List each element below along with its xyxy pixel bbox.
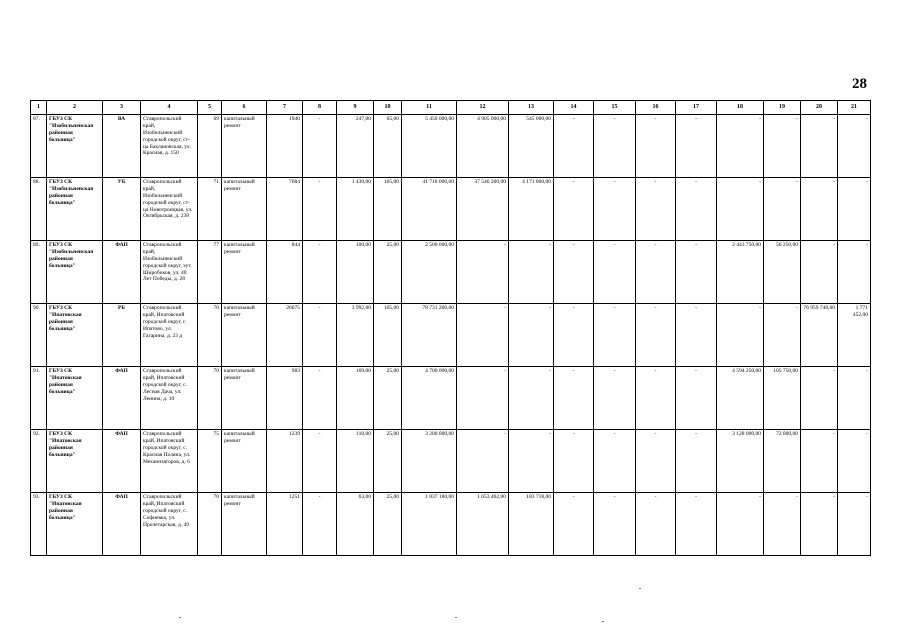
- column-number-cell: 11: [402, 101, 457, 115]
- table-cell: -: [554, 367, 594, 430]
- table-cell: -: [717, 304, 764, 367]
- table-cell: 93.: [31, 493, 47, 556]
- table-cell: -: [636, 178, 676, 241]
- table-cell: 105,00: [374, 304, 402, 367]
- data-table: [30, 100, 871, 556]
- table-cell: 25,00: [374, 367, 402, 430]
- column-number-row: [31, 101, 871, 115]
- table-cell: РБ: [103, 304, 141, 367]
- table-cell: капитальный ремонт: [222, 115, 267, 178]
- table-cell: -: [303, 493, 337, 556]
- table-cell: -: [764, 178, 801, 241]
- table-row: [31, 178, 871, 241]
- table-cell: Ставропольский край, Ипатовский городской округ, с. Софиевка, ул. Пролетарская, д. 49: [141, 493, 198, 556]
- table-cell: 983: [267, 367, 303, 430]
- column-number-cell: 5: [198, 101, 222, 115]
- table-cell: капитальный ремонт: [222, 493, 267, 556]
- table-cell: ГБУЗ СК "Изобильненская районная больница": [47, 178, 103, 241]
- table-cell: капитальный ремонт: [222, 178, 267, 241]
- table-row: [31, 430, 871, 493]
- column-number-cell: 13: [509, 101, 554, 115]
- table-cell: 1239: [267, 430, 303, 493]
- column-number-cell: 20: [801, 101, 838, 115]
- column-number-cell: 9: [337, 101, 374, 115]
- table-cell: 105,00: [374, 178, 402, 241]
- table-cell: 76 959 748,00: [801, 304, 838, 367]
- table-cell: -: [636, 304, 676, 367]
- table-cell: -: [801, 493, 838, 556]
- table-cell: -: [594, 115, 636, 178]
- column-number-cell: 3: [103, 101, 141, 115]
- table-cell: ГБУЗ СК "Изобильненская районная больница": [47, 115, 103, 178]
- table-cell: 89.: [31, 241, 47, 304]
- table-cell: 70: [198, 493, 222, 556]
- table-cell: 92.: [31, 430, 47, 493]
- table-row: [31, 241, 871, 304]
- table-cell: -: [636, 115, 676, 178]
- table-cell: -: [717, 493, 764, 556]
- table-cell: -: [594, 304, 636, 367]
- column-number-cell: 16: [636, 101, 676, 115]
- column-number-cell: 7: [267, 101, 303, 115]
- table-cell: 2 443 750,00: [717, 241, 764, 304]
- table-row: [31, 115, 871, 178]
- table-cell: 5 450 000,00: [402, 115, 457, 178]
- table-cell: 105 750,00: [764, 367, 801, 430]
- table-cell: -: [801, 430, 838, 493]
- table-cell: -: [554, 430, 594, 493]
- table-cell: Ставропольский край, Ипатовский городской округ, с. Лесная Дача, ул. Ленина, д. 10: [141, 367, 198, 430]
- column-number-cell: 1: [31, 101, 47, 115]
- table-cell: Ставропольский край, Ипатовский городской округ, с. Красная Поляна, ул. Механизаторов, д. 6: [141, 430, 198, 493]
- table-cell: 71: [198, 178, 222, 241]
- table-cell: -: [509, 430, 554, 493]
- table-cell: Ставропольский край, Ипатовский городской округ, г. Ипатово, ул. Гагарина, д. 23 д: [141, 304, 198, 367]
- table-cell: 169,00: [337, 367, 374, 430]
- table-cell: ГБУЗ СК "Ипатовская районная больница": [47, 367, 103, 430]
- table-cell: -: [801, 115, 838, 178]
- table-cell: -: [838, 367, 871, 430]
- table-cell: 7684: [267, 178, 303, 241]
- table-cell: -: [764, 493, 801, 556]
- table-cell: 69: [198, 115, 222, 178]
- table-cell: 72 000,00: [764, 430, 801, 493]
- table-cell: 545 000,00: [509, 115, 554, 178]
- page-number: 28: [852, 76, 867, 92]
- table-cell: -: [554, 115, 594, 178]
- column-number-cell: 10: [374, 101, 402, 115]
- table-cell: 3 200 000,00: [402, 430, 457, 493]
- table-cell: 1251: [267, 493, 303, 556]
- table-cell: 78 731 200,00: [402, 304, 457, 367]
- table-cell: ГБУЗ СК "Ипатовская районная больница": [47, 304, 103, 367]
- table-cell: -: [457, 304, 509, 367]
- table-cell: капитальный ремонт: [222, 241, 267, 304]
- table-cell: -: [303, 178, 337, 241]
- table-cell: 4 905 000,00: [457, 115, 509, 178]
- table-cell: -: [554, 241, 594, 304]
- table-cell: 1 653 462,00: [457, 493, 509, 556]
- table-cell: -: [838, 493, 871, 556]
- table-cell: ГБУЗ СК "Ипатовская районная больница": [47, 493, 103, 556]
- table-cell: -: [594, 493, 636, 556]
- table-cell: 26075: [267, 304, 303, 367]
- table-cell: -: [676, 430, 717, 493]
- column-number-cell: 6: [222, 101, 267, 115]
- table-cell: Ставропольский край, Изобильненский городской округ, ст-ца Новотроицкая, ул. Октябрьская, д. 238: [141, 178, 198, 241]
- table-row: [31, 493, 871, 556]
- table-cell: -: [717, 115, 764, 178]
- table-cell: 63,00: [337, 493, 374, 556]
- column-number-cell: 19: [764, 101, 801, 115]
- table-cell: -: [554, 304, 594, 367]
- table-cell: -: [838, 115, 871, 178]
- table-cell: -: [509, 367, 554, 430]
- column-number-cell: 4: [141, 101, 198, 115]
- table-cell: -: [509, 304, 554, 367]
- table-cell: -: [717, 178, 764, 241]
- table-cell: 25,00: [374, 493, 402, 556]
- table-cell: 70: [198, 304, 222, 367]
- table-cell: 4 171 800,00: [509, 178, 554, 241]
- table-cell: -: [457, 241, 509, 304]
- table-cell: ФАП: [103, 493, 141, 556]
- column-number-cell: 15: [594, 101, 636, 115]
- table-cell: 70: [198, 367, 222, 430]
- table-cell: 110,00: [337, 430, 374, 493]
- table-cell: 844: [267, 241, 303, 304]
- table-cell: -: [676, 304, 717, 367]
- table-cell: 91.: [31, 367, 47, 430]
- column-number-cell: 8: [303, 101, 337, 115]
- table-cell: -: [509, 241, 554, 304]
- table-cell: -: [676, 178, 717, 241]
- table-cell: -: [303, 115, 337, 178]
- table-cell: -: [303, 241, 337, 304]
- table-cell: -: [676, 241, 717, 304]
- table-cell: -: [676, 115, 717, 178]
- table-cell: 87.: [31, 115, 47, 178]
- table-cell: 4 594 250,00: [717, 367, 764, 430]
- table-cell: 4 700 000,00: [402, 367, 457, 430]
- table-cell: -: [457, 367, 509, 430]
- table-cell: капитальный ремонт: [222, 367, 267, 430]
- table-cell: 75: [198, 430, 222, 493]
- table-cell: ГБУЗ СК "Изобильненская районная больница": [47, 241, 103, 304]
- column-number-cell: 21: [838, 101, 871, 115]
- table-cell: -: [636, 367, 676, 430]
- table-cell: 1 430,00: [337, 178, 374, 241]
- table-cell: -: [594, 367, 636, 430]
- table-cell: 25,00: [374, 430, 402, 493]
- table-cell: -: [838, 178, 871, 241]
- table-cell: ГБУЗ СК "Ипатовская районная больница": [47, 430, 103, 493]
- table-cell: -: [554, 493, 594, 556]
- table-cell: -: [676, 367, 717, 430]
- table-cell: -: [303, 367, 337, 430]
- table-cell: -: [801, 178, 838, 241]
- table-cell: 1 771 452,00: [838, 304, 871, 367]
- table-cell: 90.: [31, 304, 47, 367]
- column-number-cell: 18: [717, 101, 764, 115]
- column-number-cell: 14: [554, 101, 594, 115]
- table-cell: -: [594, 430, 636, 493]
- table-cell: 56 250,00: [764, 241, 801, 304]
- column-number-cell: 2: [47, 101, 103, 115]
- table-cell: 183 718,00: [509, 493, 554, 556]
- table-cell: -: [838, 430, 871, 493]
- table-cell: -: [764, 115, 801, 178]
- table-row: [31, 367, 871, 430]
- table-cell: ФАП: [103, 241, 141, 304]
- table-cell: -: [636, 430, 676, 493]
- table-cell: -: [303, 430, 337, 493]
- column-number-cell: 12: [457, 101, 509, 115]
- table-cell: ФАП: [103, 430, 141, 493]
- table-cell: 65,00: [374, 115, 402, 178]
- table-cell: 2 500 000,00: [402, 241, 457, 304]
- table-cell: 1 837 180,00: [402, 493, 457, 556]
- table-cell: -: [676, 493, 717, 556]
- table-cell: -: [594, 178, 636, 241]
- table-cell: -: [554, 178, 594, 241]
- table-row: [31, 304, 871, 367]
- table-cell: 247,00: [337, 115, 374, 178]
- table-cell: -: [764, 304, 801, 367]
- table-cell: 37 546 200,00: [457, 178, 509, 241]
- table-cell: 3 992,00: [337, 304, 374, 367]
- table-cell: -: [838, 241, 871, 304]
- table-cell: УБ: [103, 178, 141, 241]
- table-cell: -: [636, 493, 676, 556]
- table-cell: -: [594, 241, 636, 304]
- table-cell: 77: [198, 241, 222, 304]
- table-cell: 25,00: [374, 241, 402, 304]
- table-cell: ВА: [103, 115, 141, 178]
- table-cell: -: [636, 241, 676, 304]
- table-cell: 100,00: [337, 241, 374, 304]
- column-number-cell: 17: [676, 101, 717, 115]
- table-cell: 3 128 000,00: [717, 430, 764, 493]
- table-cell: 1940: [267, 115, 303, 178]
- table-cell: -: [457, 430, 509, 493]
- table-cell: капитальный ремонт: [222, 304, 267, 367]
- table-cell: 41 718 000,00: [402, 178, 457, 241]
- table-cell: 88.: [31, 178, 47, 241]
- table-cell: -: [801, 367, 838, 430]
- table-cell: Ставропольский край, Изобильненский городской округ, ст-ца Баклановская, ул. Красная, д. 150: [141, 115, 198, 178]
- table-cell: -: [801, 241, 838, 304]
- table-cell: ФАП: [103, 367, 141, 430]
- table-cell: капитальный ремонт: [222, 430, 267, 493]
- table-cell: -: [303, 304, 337, 367]
- table-cell: Ставропольский край, Изобильненский городской округ, хут. Широбоков, ул. 40 Лет Победы, д. 28: [141, 241, 198, 304]
